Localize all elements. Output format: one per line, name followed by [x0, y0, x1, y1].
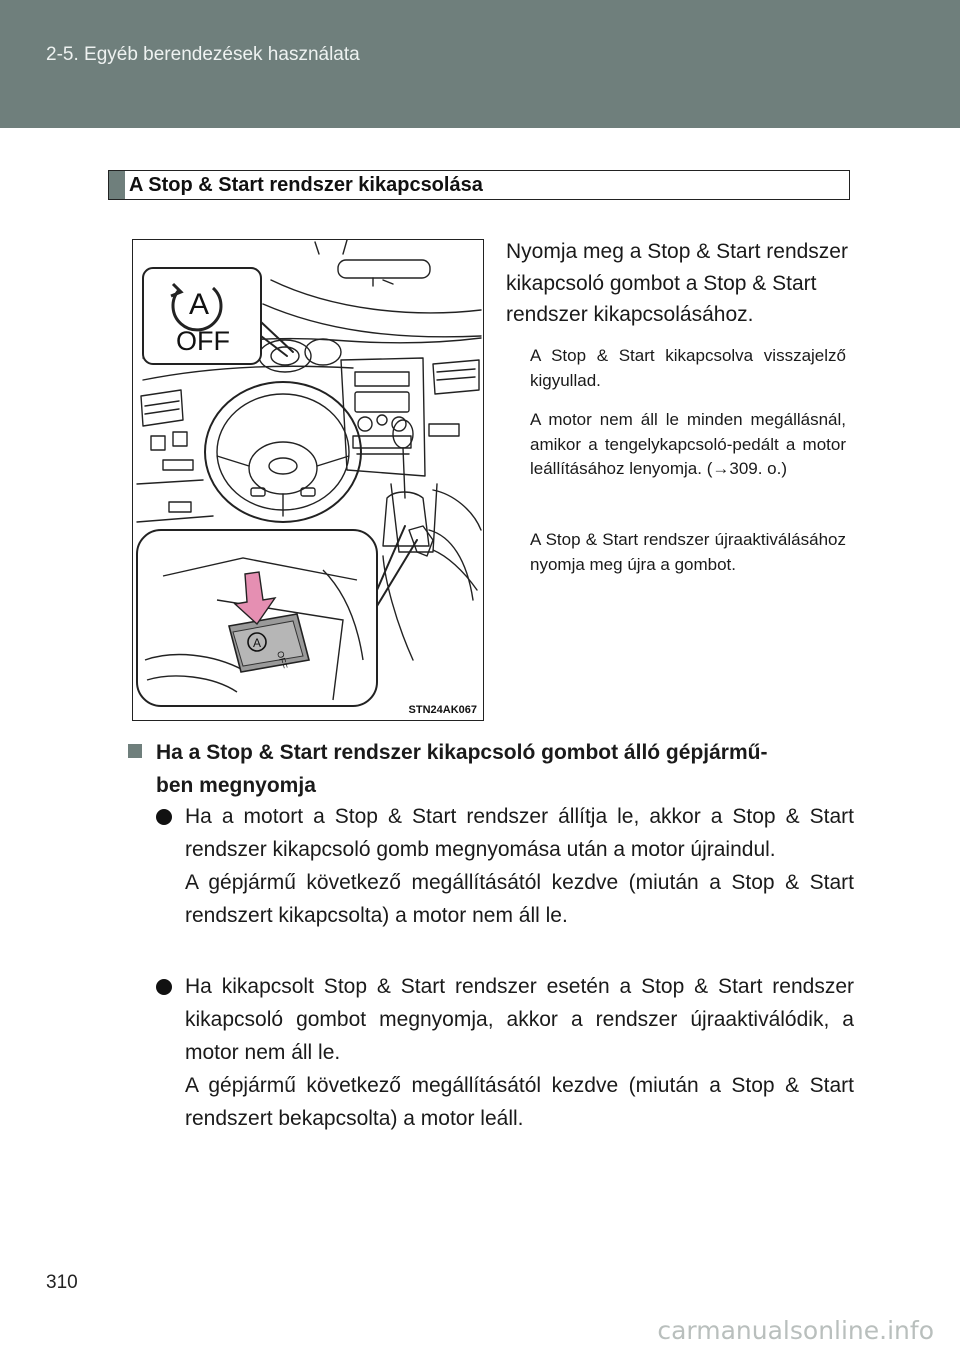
- section-heading-accent: [109, 171, 125, 199]
- page-header: [0, 0, 960, 128]
- section-heading: A Stop & Start rendszer kikapcsolása: [129, 174, 483, 196]
- page-number: 310: [46, 1272, 78, 1293]
- note-1: A Stop & Start kikapcsolva visszajelző kigyullad.: [530, 346, 846, 390]
- subheading: [128, 736, 852, 802]
- subheading-line-1: Ha a Stop & Start rendszer kikapcsoló gombot álló gépjármű-: [156, 741, 768, 764]
- intro-text: Nyomja meg a Stop & Start rendszer kikapcsoló gombot a Stop & Start rendszer kikapcsolásához.: [506, 240, 848, 326]
- dashboard-illustration: [132, 239, 484, 721]
- svg-text:OFF: OFF: [275, 649, 290, 670]
- bullet-item-2: [156, 970, 854, 1135]
- square-bullet-icon: [128, 744, 142, 758]
- watermark: carmanualsonline.info: [657, 1316, 934, 1345]
- inset-icon-panel: [143, 268, 261, 364]
- note-3: A Stop & Start rendszer újraaktiválásához nyomja meg újra a gombot.: [530, 530, 846, 574]
- svg-text:A: A: [252, 636, 262, 650]
- dashboard-drawing: [133, 240, 483, 720]
- inset-button-panel: [137, 530, 377, 706]
- bullet-1-paragraph-1: Ha a motort a Stop & Start rendszer állítja le, akkor a Stop & Start rendszer kikapcsoló gomb megnyomása után a motor újraindul.: [185, 805, 854, 861]
- svg-text:A: A: [188, 288, 210, 321]
- bullet-2-paragraph-1: Ha kikapcsolt Stop & Start rendszer esetén a Stop & Start rendszer kikapcsoló gombot megnyomja, akkor a rendszer újraaktiválódik, a motor nem áll le.: [185, 975, 854, 1064]
- bullet-1-paragraph-2: A gépjármű következő megállításától kezdve (miután a Stop & Start rendszert kikapcsolta) a motor nem áll le.: [185, 871, 854, 927]
- header-section-title: 2-5. Egyéb berendezések használata: [46, 44, 360, 65]
- bullet-dot-icon: [156, 809, 172, 825]
- svg-text:OFF: OFF: [176, 326, 230, 356]
- subheading-line-2: ben megnyomja: [156, 774, 316, 797]
- bullet-dot-icon: [156, 979, 172, 995]
- figure-code: STN24AK067: [408, 704, 477, 716]
- bullet-item-1: [156, 800, 854, 932]
- section-heading-box: [108, 170, 850, 200]
- bullet-2-paragraph-2: A gépjármű következő megállításától kezdve (miután a Stop & Start rendszert bekapcsolta) a motor leáll.: [185, 1074, 854, 1130]
- note-2: A motor nem áll le minden megállásnál, amikor a tengelykapcsoló-pedált a motor leállításához lenyomja. (→309. o.): [530, 410, 846, 478]
